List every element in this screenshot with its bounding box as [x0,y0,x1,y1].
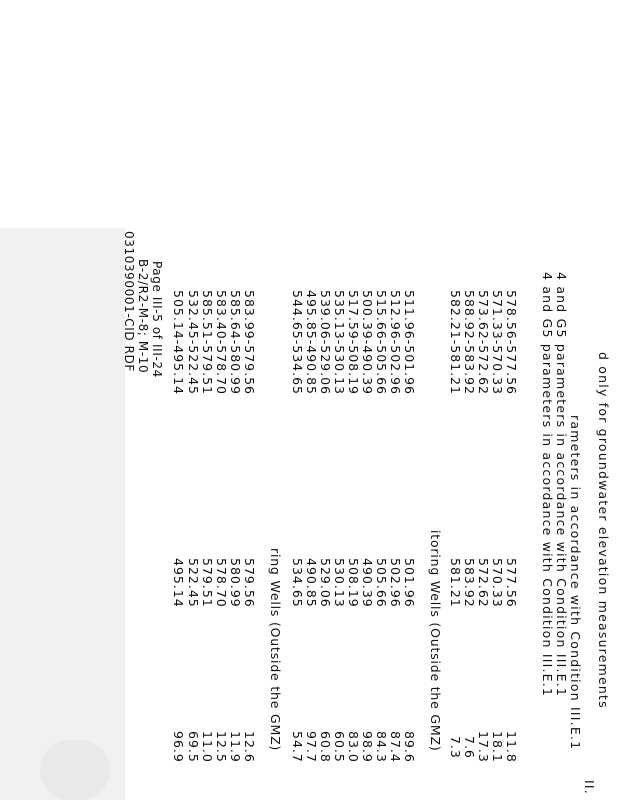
g3-r1-range: 582.21-581.21 [448,290,463,395]
doc-id: 0310390001-CID RDF [122,231,136,372]
g1-r1-value-b: 495.14 [171,558,186,608]
g2-r3-value-a: 60.8 [318,731,333,763]
g1-r2-value-a: 69.5 [186,731,201,763]
g3-r3-value-a: 17.3 [476,731,491,763]
g2-r2-value-b: 490.85 [304,558,319,608]
g2-r4-value-a: 60.5 [332,731,347,763]
g3-r1-value-b: 581.21 [448,558,463,608]
g2-r6-value-b: 490.39 [360,558,375,608]
g2-r9-value-b: 501.96 [402,558,417,608]
g3-r4-range: 571.33-570.33 [490,290,505,395]
g1-r3-value-a: 11.0 [200,731,215,763]
g1-r5-range: 585.64-580.99 [228,290,243,395]
g2-r6-value-a: 98.9 [360,731,375,763]
g3-r5-range: 578.56-577.56 [504,290,519,395]
section-title-group2: ring Wells (Outside the GMZ) [268,548,283,752]
doc-section-ref: B-2/R2-M-8; M-10 [136,259,150,374]
g2-r8-range: 512.96-502.96 [388,290,403,395]
g3-r2-value-b: 583.92 [462,558,477,608]
section-title-group3: itoring Wells (Outside the GMZ) [428,530,443,752]
g2-r1-value-a: 54.7 [290,731,305,763]
g2-r9-value-a: 89.6 [402,731,417,763]
g2-r6-range: 500.39-490.39 [360,290,375,395]
g1-r4-range: 583.40-578.70 [214,290,229,395]
g3-r2-range: 588.92-583.92 [462,290,477,395]
g2-r5-value-b: 508.19 [346,558,361,608]
footnote-3: rameters in accordance with Condition III.E.1 [568,415,583,751]
footnote-2: 4 and G5 parameters in accordance with Condition III.E.1 [554,272,569,698]
g1-r4-value-a: 12.5 [214,731,229,763]
g1-r1-range: 505.14-495.14 [171,290,186,395]
g3-r5-value-a: 11.8 [504,731,519,763]
g2-r5-value-a: 83.0 [346,731,361,763]
g2-r2-value-a: 97.7 [304,731,319,763]
g1-r5-value-a: 11.9 [228,731,243,763]
g3-r3-range: 573.62-572.62 [476,290,491,395]
g2-r2-range: 495.85-490.85 [304,290,319,395]
g2-r5-range: 517.59-508.19 [346,290,361,395]
g2-r7-range: 515.66-505.66 [374,290,389,395]
g1-r2-value-b: 522.45 [186,558,201,608]
page-number: Page III-5 of III-24 [150,261,164,378]
g2-r1-range: 544.65-534.65 [290,290,305,395]
g1-r3-value-b: 579.51 [200,558,215,608]
g2-r4-value-b: 530.13 [332,558,347,608]
g2-r7-value-b: 505.66 [374,558,389,608]
g2-r4-range: 535.13-530.13 [332,290,347,395]
g1-r5-value-b: 580.99 [228,558,243,608]
g1-r2-range: 532.45-522.45 [186,290,201,395]
footnote-4: II. [582,780,597,795]
g2-r8-value-b: 502.96 [388,558,403,608]
g2-r8-value-a: 87.4 [388,731,403,763]
g3-r1-value-a: 7.3 [448,736,463,759]
g2-r3-value-b: 529.06 [318,558,333,608]
g1-r1-value-a: 96.9 [171,731,186,763]
g1-r6-value-a: 12.6 [242,731,257,763]
g3-r5-value-b: 577.56 [504,558,519,608]
g2-r7-value-a: 84.3 [374,731,389,763]
g1-r4-value-b: 578.70 [214,558,229,608]
g3-r4-value-b: 570.33 [490,558,505,608]
footnote-5: d only for groundwater elevation measurements [596,352,611,709]
g2-r9-range: 511.96-501.96 [402,290,417,395]
g2-r1-value-b: 534.65 [290,558,305,608]
g3-r3-value-b: 572.62 [476,558,491,608]
g3-r2-value-a: 7.6 [462,736,477,759]
g1-r6-value-b: 579.56 [242,558,257,608]
g1-r6-range: 583.99-579.56 [242,290,257,395]
g1-r3-range: 585.51-579.51 [200,290,215,395]
footnote-1: 4 and G5 parameters in accordance with Condition III.E.1 [540,272,555,698]
g2-r3-range: 539.06-529.06 [318,290,333,395]
g3-r4-value-a: 18.1 [490,731,505,763]
